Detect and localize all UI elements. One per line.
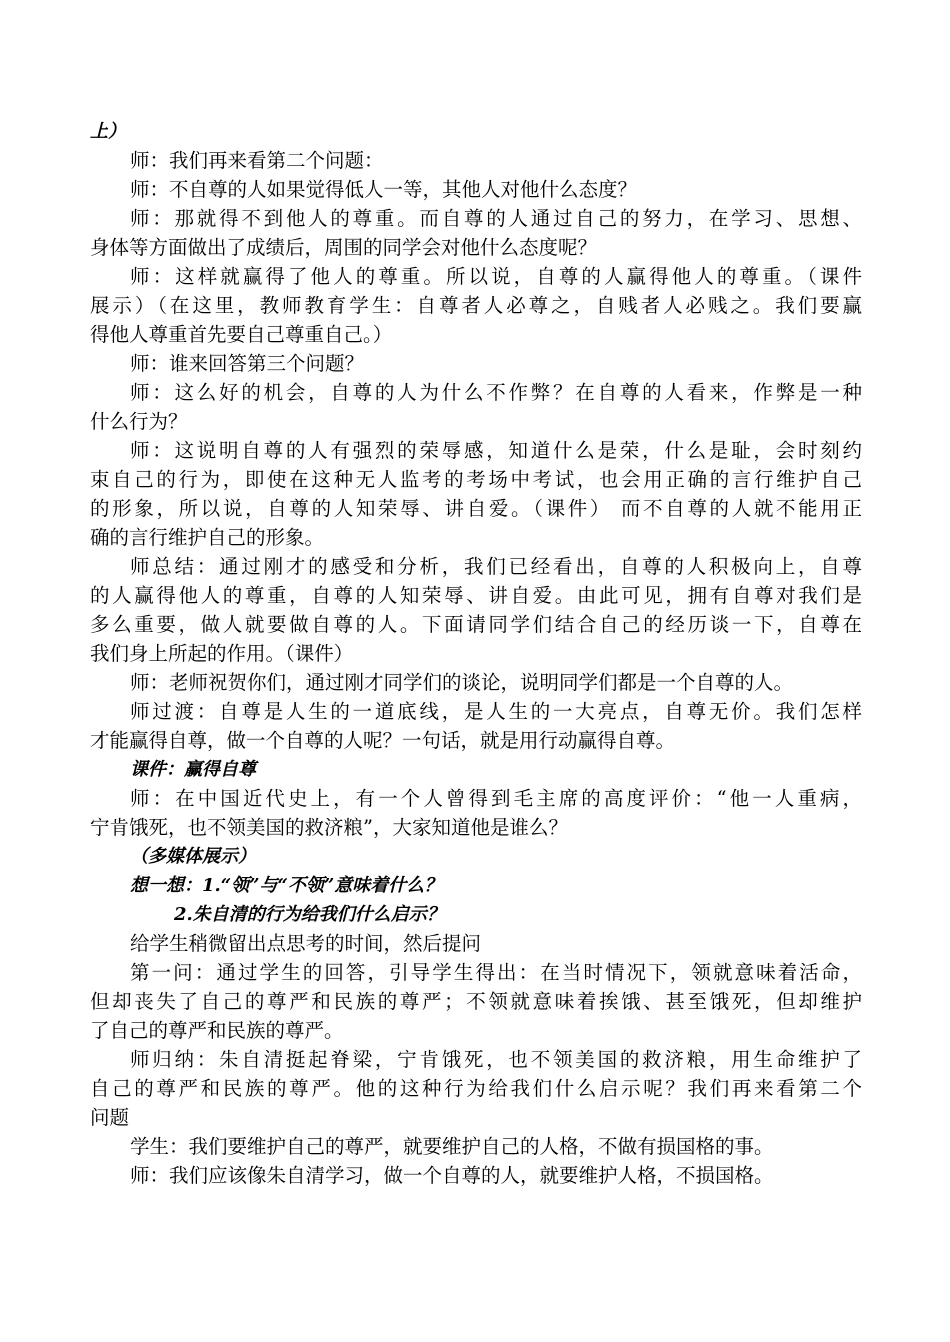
text-line: 的人赢得他人的尊重，自尊的人知荣辱、讲自爱。由此可见，拥有自尊对我们是 bbox=[90, 584, 862, 607]
text-line: 的形象，所以说，自尊的人知荣辱、讲自爱。（课件） 而不自尊的人就不能用正 bbox=[90, 497, 862, 520]
text-line: 了自己的尊严和民族的尊严。 bbox=[90, 1019, 344, 1042]
text-line: 多么重要，做人就要做自尊的人。下面请同学们结合自己的经历谈一下，自尊在 bbox=[90, 613, 862, 636]
text-line: 但却丧失了自己的尊严和民族的尊严；不领就意味着挨饿、甚至饿死，但却维护 bbox=[90, 990, 862, 1013]
text-line: 师：这么好的机会，自尊的人为什么不作弊？在自尊的人看来，作弊是一种 bbox=[130, 381, 862, 404]
text-line: 师：我们再来看第二个问题： bbox=[130, 149, 384, 172]
text-line: 学生：我们要维护自己的尊严，就要维护自己的人格，不做有损国格的事。 bbox=[130, 1135, 774, 1158]
text-line: 确的言行维护自己的形象。 bbox=[90, 526, 325, 549]
text-line: 师总结：通过刚才的感受和分析，我们已经看出，自尊的人积极向上，自尊 bbox=[130, 555, 862, 578]
think-question-2: 2.朱自清的行为给我们什么启示？ bbox=[174, 904, 445, 925]
text-line: 我们身上所起的作用。（课件） bbox=[90, 642, 354, 665]
text-line: 师：这说明自尊的人有强烈的荣辱感，知道什么是荣，什么是耻，会时刻约 bbox=[130, 439, 862, 462]
text-line: 展示）（在这里，教师教育学生：自尊者人必尊之，自贱者人必贱之。我们要赢 bbox=[90, 294, 862, 317]
text-line: 师归纳：朱自清挺起脊梁，宁肯饿死，也不领美国的救济粮，用生命维护了 bbox=[130, 1048, 862, 1071]
text-line: 得他人尊重首先要自己尊重自己。） bbox=[90, 323, 393, 346]
text-line: 问题 bbox=[90, 1106, 130, 1129]
text-line: 师：不自尊的人如果觉得低人一等，其他人对他什么态度？ bbox=[130, 178, 638, 201]
text-line: 给学生稍微留出点思考的时间，然后提问 bbox=[130, 932, 482, 955]
text-line: 才能赢得自尊，做一个自尊的人呢？一句话，就是用行动赢得自尊。 bbox=[90, 729, 676, 752]
text-line: 师：在中国近代史上，有一个人曾得到毛主席的高度评价：“他一人重病， bbox=[130, 787, 862, 810]
text-line: 师：那就得不到他人的尊重。而自尊的人通过自己的努力，在学习、思想、 bbox=[130, 207, 862, 230]
text-line: 师：谁来回答第三个问题？ bbox=[130, 352, 365, 375]
text-line: 师：我们应该像朱自清学习，做一个自尊的人，就要维护人格，不损国格。 bbox=[130, 1164, 774, 1187]
document-body bbox=[90, 117, 862, 1190]
text-line: 上） bbox=[90, 121, 126, 142]
multimedia-note: （多媒体展示） bbox=[130, 846, 256, 867]
text-line: 第一问：通过学生的回答，引导学生得出：在当时情况下，领就意味着活命， bbox=[130, 961, 862, 984]
text-line: 师：老师祝贺你们，通过刚才同学们的谈论，说明同学们都是一个自尊的人。 bbox=[130, 671, 794, 694]
text-line: 师：这样就赢得了他人的尊重。所以说，自尊的人赢得他人的尊重。（课件 bbox=[130, 265, 862, 288]
text-line: 宁肯饿死，也不领美国的救济粮”，大家知道他是谁么？ bbox=[90, 816, 568, 839]
text-line: 师过渡：自尊是人生的一道底线，是人生的一大亮点，自尊无价。我们怎样 bbox=[130, 700, 862, 723]
text-line: 什么行为？ bbox=[90, 410, 188, 433]
text-line: 身体等方面做出了成绩后，周围的同学会对他什么态度呢？ bbox=[90, 236, 598, 259]
text-line: 束自己的行为，即使在这种无人监考的考场中考试，也会用正确的言行维护自己 bbox=[90, 468, 862, 491]
courseware-heading: 课件：赢得自尊 bbox=[130, 759, 256, 780]
think-question-1: 想一想：1.“领”与“不领”意味着什么？ bbox=[130, 875, 443, 896]
text-line: 自己的尊严和民族的尊严。他的这种行为给我们什么启示呢？我们再来看第二个 bbox=[90, 1077, 862, 1100]
